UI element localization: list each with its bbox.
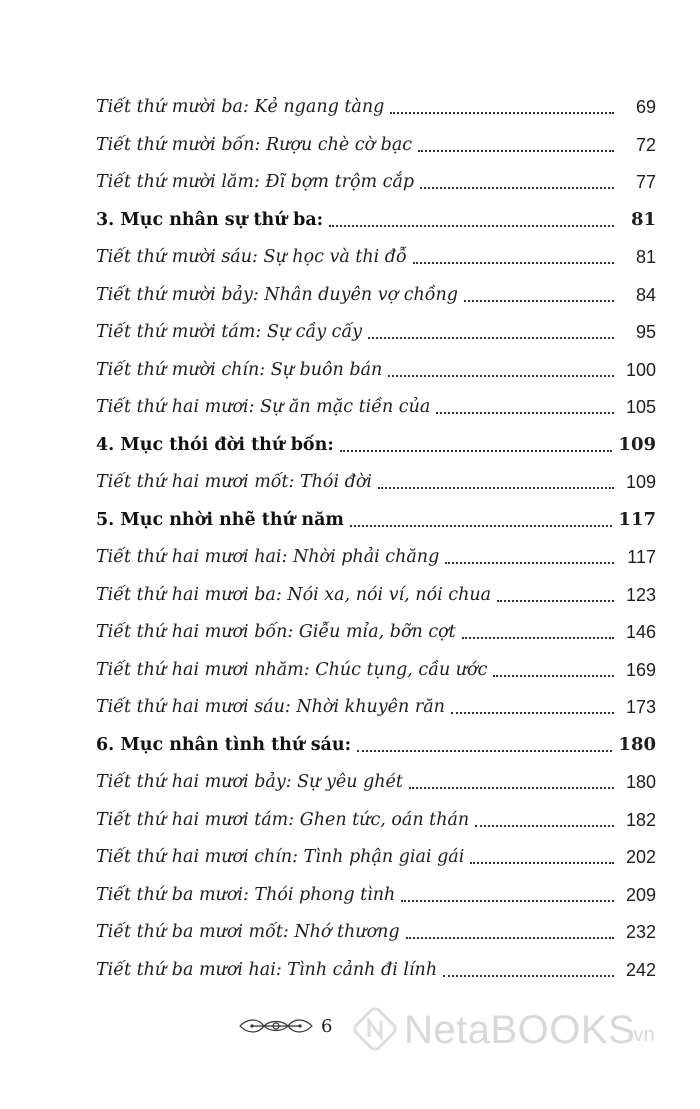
watermark-text: NetaBOOKS (404, 1008, 636, 1052)
dot-leader (329, 225, 614, 227)
toc-entry-page: 180 (618, 734, 656, 755)
toc-entry-page: 202 (625, 847, 656, 867)
dot-leader (390, 112, 614, 114)
dot-leader (470, 862, 614, 864)
toc-entry (96, 159, 656, 193)
toc-entry (96, 609, 656, 643)
toc-entry (96, 384, 656, 418)
toc-entry (96, 834, 656, 868)
toc-section-entry (96, 422, 656, 456)
dot-leader (462, 637, 614, 639)
toc-entry (96, 947, 656, 981)
toc-entry-title: Tiết thứ hai mươi tám: Ghen tức, oán thán (96, 809, 470, 830)
toc-entry-page: 209 (625, 885, 656, 905)
floral-ornament-icon (238, 1014, 314, 1042)
toc-entry (96, 872, 656, 906)
toc-entry-title: Tiết thứ hai mươi: Sự ăn mặc tiền của (96, 396, 431, 417)
toc-entry (96, 759, 656, 793)
toc-entry-page: 109 (618, 434, 656, 455)
toc-entry-title: Tiết thứ mười tám: Sự cầy cấy (96, 321, 363, 342)
toc-entry-page: 117 (618, 509, 656, 530)
toc-entry (96, 572, 656, 606)
dot-leader (378, 487, 614, 489)
dot-leader (436, 412, 614, 414)
toc-entry-page: 242 (625, 960, 656, 980)
toc-entry-title: Tiết thứ hai mươi bốn: Giễu mỉa, bỡn cợt (96, 621, 456, 642)
toc-entry-title: 5. Mục nhời nhẽ thứ năm (96, 509, 344, 530)
toc-entry-page: 81 (635, 247, 656, 267)
toc-entry-title: Tiết thứ mười chín: Sự buôn bán (96, 359, 383, 380)
toc-entry-title: Tiết thứ mười ba: Kẻ ngang tàng (96, 96, 385, 117)
toc-entry-title: Tiết thứ mười sáu: Sự học và thi đỗ (96, 246, 407, 267)
toc-section-entry (96, 197, 656, 231)
dot-leader (443, 975, 614, 977)
toc-entry-page: 105 (625, 397, 656, 417)
toc-entry (96, 684, 656, 718)
toc-entry-page: 180 (625, 772, 656, 792)
toc-entry-page: 77 (635, 172, 656, 192)
toc-entry-title: Tiết thứ hai mươi sáu: Nhời khuyên răn (96, 696, 445, 717)
toc-entry (96, 84, 656, 118)
toc-entry-page: 173 (625, 697, 656, 717)
dot-leader (340, 450, 613, 452)
dot-leader (475, 825, 614, 827)
toc-entry-page: 123 (625, 585, 656, 605)
toc-entry-page: 81 (630, 209, 656, 230)
toc-entry-title: Tiết thứ hai mươi bảy: Sự yêu ghét (96, 771, 403, 792)
dot-leader (451, 712, 614, 714)
toc-entry-page: 69 (635, 97, 656, 117)
watermark-suffix: .vn (628, 1024, 655, 1046)
toc-entry-page: 84 (635, 285, 656, 305)
toc-section-entry (96, 722, 656, 756)
dot-leader (350, 525, 612, 527)
toc-entry-title: Tiết thứ hai mươi chín: Tình phận giai gái (96, 846, 465, 867)
toc-entry-page: 182 (625, 810, 656, 830)
dot-leader (445, 562, 614, 564)
toc-entry (96, 347, 656, 381)
dot-leader (420, 187, 614, 189)
toc-entry-title: Tiết thứ mười bảy: Nhân duyên vợ chồng (96, 284, 458, 305)
toc-entry-title: Tiết thứ ba mươi: Thói phong tình (96, 884, 396, 905)
toc-entry-title: Tiết thứ ba mươi mốt: Nhớ thương (96, 921, 400, 942)
toc-entry (96, 909, 656, 943)
dot-leader (388, 375, 614, 377)
toc-entry-title: 4. Mục thói đời thứ bốn: (96, 434, 334, 455)
toc-entry-page: 109 (625, 472, 656, 492)
toc-entry-title: Tiết thứ ba mươi hai: Tình cảnh đi lính (96, 959, 438, 980)
dot-leader (418, 150, 614, 152)
toc-entry-title: 6. Mục nhân tình thứ sáu: (96, 734, 352, 755)
page-number: 6 (321, 1016, 333, 1037)
toc-entry-title: Tiết thứ hai mươi nhăm: Chúc tụng, cầu ước (96, 659, 488, 680)
toc-entry-title: Tiết thứ mười lăm: Đĩ bợm trộm cắp (96, 171, 415, 192)
netabooks-logo-icon (352, 1006, 398, 1056)
dot-leader (406, 937, 614, 939)
toc-entry (96, 272, 656, 306)
toc-entry-page: 72 (635, 135, 656, 155)
toc-section-entry (96, 497, 656, 531)
toc-entry-page: 100 (625, 360, 656, 380)
toc-entry (96, 122, 656, 156)
dot-leader (401, 900, 614, 902)
dot-leader (413, 262, 614, 264)
toc-entry (96, 534, 656, 568)
toc-entry (96, 459, 656, 493)
toc-entry (96, 309, 656, 343)
toc-entry-title: Tiết thứ mười bốn: Rượu chè cờ bạc (96, 134, 413, 155)
watermark (352, 1000, 692, 1060)
toc-entry-title: Tiết thứ hai mươi mốt: Thói đời (96, 471, 372, 492)
toc-entry-page: 95 (635, 322, 656, 342)
toc-entry (96, 234, 656, 268)
dot-leader (497, 600, 614, 602)
dot-leader (368, 337, 614, 339)
dot-leader (357, 750, 612, 752)
toc-entry-title: 3. Mục nhân sự thứ ba: (96, 209, 324, 230)
toc-entry-title: Tiết thứ hai mươi hai: Nhời phải chăng (96, 546, 440, 567)
toc-entry-page: 146 (625, 622, 656, 642)
dot-leader (409, 787, 614, 789)
toc-entry (96, 797, 656, 831)
toc-entry-title: Tiết thứ hai mươi ba: Nói xa, nói ví, nói chua (96, 584, 492, 605)
toc-entry-page: 169 (625, 660, 656, 680)
toc-entry-page: 117 (627, 547, 656, 567)
toc-entry (96, 647, 656, 681)
dot-leader (493, 675, 614, 677)
toc-entry-page: 232 (625, 922, 656, 942)
dot-leader (464, 300, 614, 302)
